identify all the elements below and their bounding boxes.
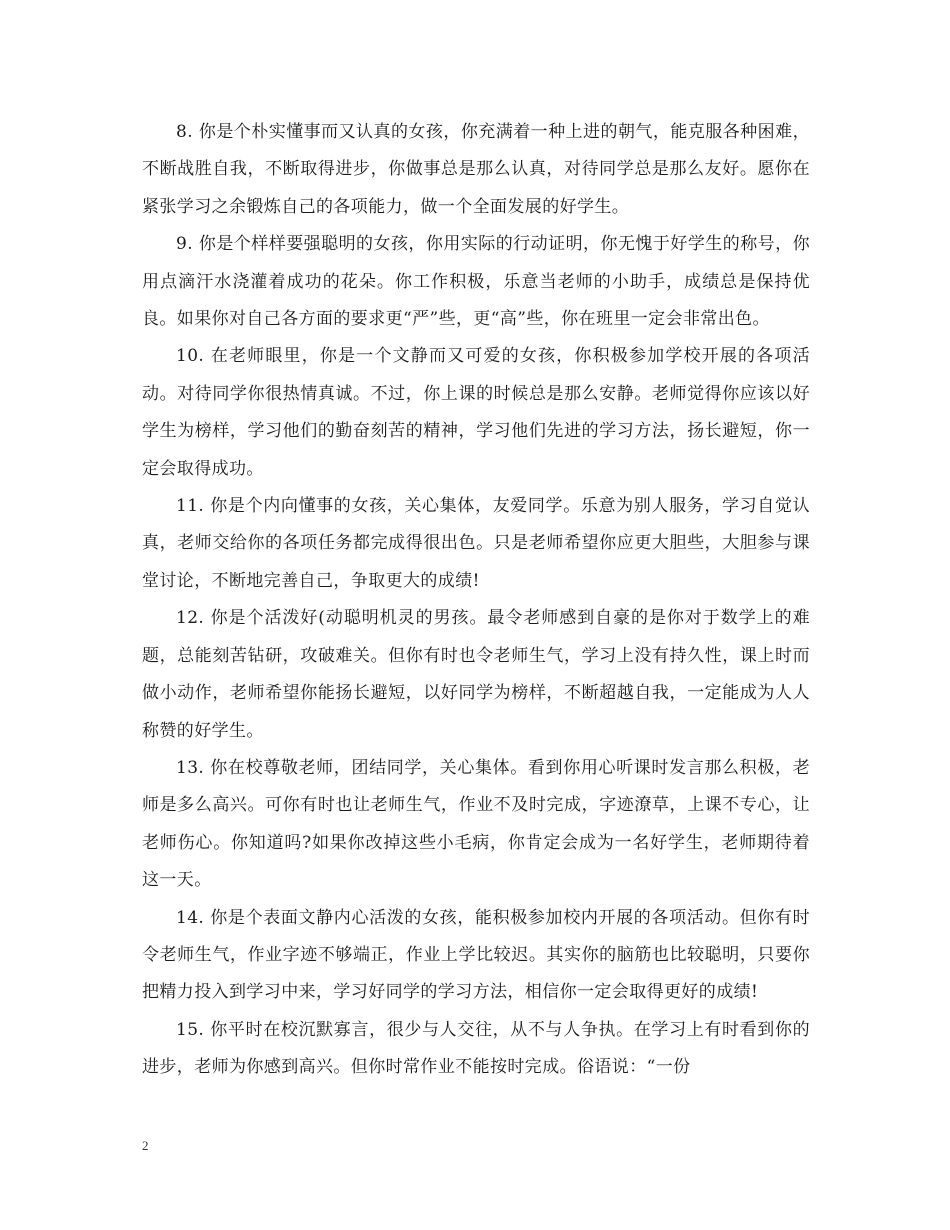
paragraph-12: 12. 你是个活泼好(动聪明机灵的男孩。最令老师感到自豪的是你对于数学上的难题，总能刻苦钻研，攻破难关。但你有时也令老师生气，学习上没有持久性，课上时而做小动作，老师希望你能扬长避短，以好同学为榜样，不断超越自我，一定能成为人人称赞的好学生。 xyxy=(142,608,810,741)
paragraph-9: 9. 你是个样样要强聪明的女孩，你用实际的行动证明，你无愧于好学生的称号，你用点滴汗水浇灌着成功的花朵。你工作积极，乐意当老师的小助手，成绩总是保持优良。如果你对自己各方面的要求更“严”些，更“高”些，你在班里一定会非常出色。 xyxy=(142,234,810,330)
document-body xyxy=(142,114,810,1087)
paragraph-8: 8. 你是个朴实懂事而又认真的女孩，你充满着一种上进的朝气，能克服各种困难，不断战胜自我，不断取得进步，你做事总是那么认真，对待同学总是那么友好。愿你在紧张学习之余锻炼自己的各项能力，做一个全面发展的好学生。 xyxy=(142,122,810,217)
paragraph-14: 14. 你是个表面文静内心活泼的女孩，能积极参加校内开展的各项活动。但你有时令老师生气，作业字迹不够端正，作业上学比较迟。其实你的脑筋也比较聪明，只要你把精力投入到学习中来，学习好同学的学习方法，相信你一定会取得更好的成绩! xyxy=(142,907,810,1003)
paragraph-15: 15. 你平时在校沉默寡言，很少与人交往，从不与人争执。在学习上有时看到你的进步，老师为你感到高兴。但你时常作业不能按时完成。俗语说：“一份 xyxy=(142,1019,810,1078)
paragraph-11: 11. 你是个内向懂事的女孩，关心集体，友爱同学。乐意为别人服务，学习自觉认真，老师交给你的各项任务都完成得很出色。只是老师希望你应更大胆些，大胆参与课堂讨论，不断地完善自己，争取更大的成绩! xyxy=(142,496,810,591)
page-number: 2 xyxy=(142,1138,149,1153)
paragraph-10: 10. 在老师眼里，你是一个文静而又可爱的女孩，你积极参加学校开展的各项活动。对待同学你很热情真诚。不过，你上课的时候总是那么安静。老师觉得你应该以好学生为榜样，学习他们的勤奋刻苦的精神，学习他们先进的学习方法，扬长避短，你一定会取得成功。 xyxy=(142,346,810,479)
paragraph-13: 13. 你在校尊敬老师，团结同学，关心集体。看到你用心听课时发言那么积极，老师是多么高兴。可你有时也让老师生气，作业不及时完成，字迹潦草，上课不专心，让老师伤心。你知道吗?如果你改掉这些小毛病，你肯定会成为一名好学生，老师期待着这一天。 xyxy=(142,757,810,891)
